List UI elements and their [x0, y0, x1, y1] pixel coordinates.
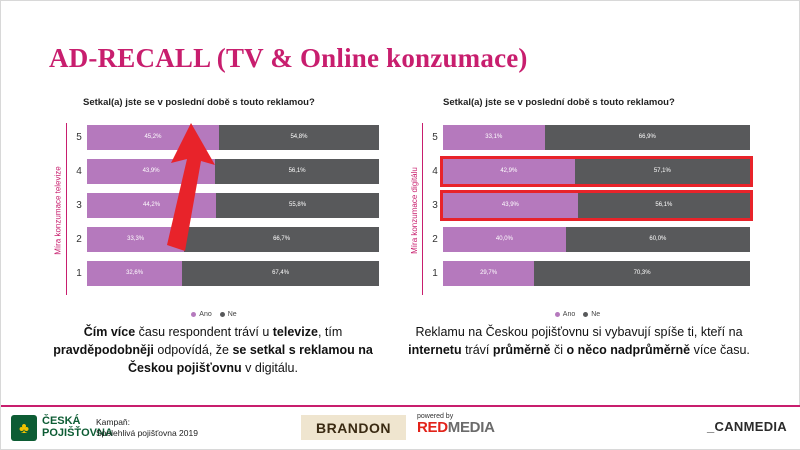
campaign-info: [96, 417, 198, 440]
bar-segment-ne: 57,1%: [575, 159, 750, 184]
bar-rows-digital: [427, 123, 750, 293]
bar-segment-ano: 45,2%: [87, 125, 219, 150]
slide-footer: [1, 405, 800, 449]
legend-swatch-ano: [555, 312, 560, 317]
bar-segment-ano: 42,9%: [443, 159, 575, 184]
stacked-bar: [443, 227, 750, 252]
redmedia-grey: MEDIA: [447, 419, 495, 437]
stacked-bar: [87, 227, 379, 252]
y-axis-label-digital: [407, 135, 421, 285]
row-category: 1: [76, 267, 82, 279]
bar-segment-ne: 56,1%: [578, 193, 750, 218]
stacked-bar: [443, 125, 750, 150]
legend-swatch-ne: [220, 312, 225, 317]
bar-rows-tv: [71, 123, 379, 293]
stacked-bar: [87, 159, 379, 184]
brandon-logo: [301, 415, 406, 440]
legend-swatch-ne: [583, 312, 588, 317]
stacked-bar: [87, 193, 379, 218]
row-category: 3: [432, 199, 438, 211]
chart-legend-digital: [405, 311, 750, 318]
bar-segment-ano: 33,1%: [443, 125, 545, 150]
powered-by-label: powered by: [417, 413, 454, 420]
row-category: 5: [76, 131, 82, 143]
chart-row: [71, 157, 379, 185]
chart-row: [71, 123, 379, 151]
logo-line-2: POJIŠŤOVNA: [42, 427, 113, 439]
row-category: 1: [432, 267, 438, 279]
row-category: 3: [76, 199, 82, 211]
stacked-bar-highlighted: [443, 159, 750, 184]
chart-row: [71, 191, 379, 219]
chart-row: [71, 225, 379, 253]
y-axis-line-digital: [422, 123, 423, 295]
y-axis-label-text-digital: Míra konzumace digitálu: [409, 166, 419, 254]
chart-panel-tv: [49, 97, 379, 318]
stacked-bar: [87, 261, 379, 286]
caption-right: Reklamu na Českou pojišťovnu si vybavují spíše ti, kteří na internetu tráví průměrně či o něco nadprůměrně více času.: [408, 325, 750, 358]
bar-segment-ano: 40,0%: [443, 227, 566, 252]
chart-row: [427, 123, 750, 151]
legend-item-ano: [191, 311, 211, 318]
chart-row: [427, 259, 750, 287]
stacked-bar-highlighted: [443, 193, 750, 218]
bar-segment-ano: 32,6%: [87, 261, 182, 286]
brandon-logo-text: BRANDON: [315, 419, 392, 436]
redmedia-logo: [417, 413, 495, 436]
legend-item-ne: [583, 311, 600, 318]
chart-panel-digital: [405, 97, 750, 318]
legend-label-ne: Ne: [227, 311, 237, 318]
bar-segment-ne: 60,0%: [566, 227, 750, 252]
chart-question-tv: Setkal(a) jste se v poslední době s touto reklamou?: [83, 97, 315, 108]
bar-segment-ne: 70,3%: [534, 261, 750, 286]
bar-segment-ano: 43,9%: [443, 193, 578, 218]
page-title: AD-RECALL (TV & Online konzumace): [49, 43, 528, 73]
chart-row: [427, 157, 750, 185]
bar-segment-ano: 43,9%: [87, 159, 215, 184]
row-category: 4: [76, 165, 82, 177]
redmedia-red: RED: [417, 419, 448, 437]
row-category: 2: [432, 233, 438, 245]
bar-segment-ano: 29,7%: [443, 261, 534, 286]
bar-segment-ano: 33,3%: [87, 227, 184, 252]
chart-legend-tv: [49, 311, 379, 318]
bar-segment-ne: 66,9%: [545, 125, 750, 150]
legend-swatch-ano: [191, 312, 196, 317]
y-axis-label-text-tv: Míra konzumace televize: [53, 165, 63, 255]
row-category: 4: [432, 165, 438, 177]
campaign-value: Spolehlivá pojišťovna 2019: [96, 428, 198, 439]
stacked-bar: [443, 261, 750, 286]
bar-segment-ne: 56,1%: [215, 159, 379, 184]
legend-label-ano: Ano: [199, 311, 212, 318]
bar-segment-ne: 66,7%: [184, 227, 379, 252]
caption-left: Čím více času respondent tráví u televize, tím pravděpodobněji odpovídá, že se setkal s reklamou na Českou pojišťovnu v digitálu.: [53, 325, 373, 376]
chart-question-digital: Setkal(a) jste se v poslední době s touto reklamou?: [443, 97, 675, 108]
stacked-bar: [87, 125, 379, 150]
y-axis-line-tv: [66, 123, 67, 295]
legend-label-ano: Ano: [562, 311, 576, 318]
canmedia-logo: _CANMEDIA: [707, 419, 787, 434]
chart-row: [71, 259, 379, 287]
bar-segment-ne: 67,4%: [182, 261, 379, 286]
campaign-label: Kampaň:: [96, 417, 131, 427]
row-category: 5: [432, 131, 438, 143]
legend-label-ne: Ne: [591, 311, 601, 318]
legend-item-ne: [220, 311, 237, 318]
bar-segment-ne: 54,8%: [219, 125, 379, 150]
chart-row: [427, 225, 750, 253]
redmedia-logo-text: [417, 420, 495, 436]
logo-line-1: ČESKÁ: [42, 415, 81, 428]
clover-icon: ♣: [11, 415, 37, 441]
chart-row: [427, 191, 750, 219]
bar-segment-ano: 44,2%: [87, 193, 216, 218]
legend-item-ano: [555, 311, 575, 318]
y-axis-label-tv: [51, 135, 65, 285]
row-category: 2: [76, 233, 82, 245]
bar-segment-ne: 55,8%: [216, 193, 379, 218]
